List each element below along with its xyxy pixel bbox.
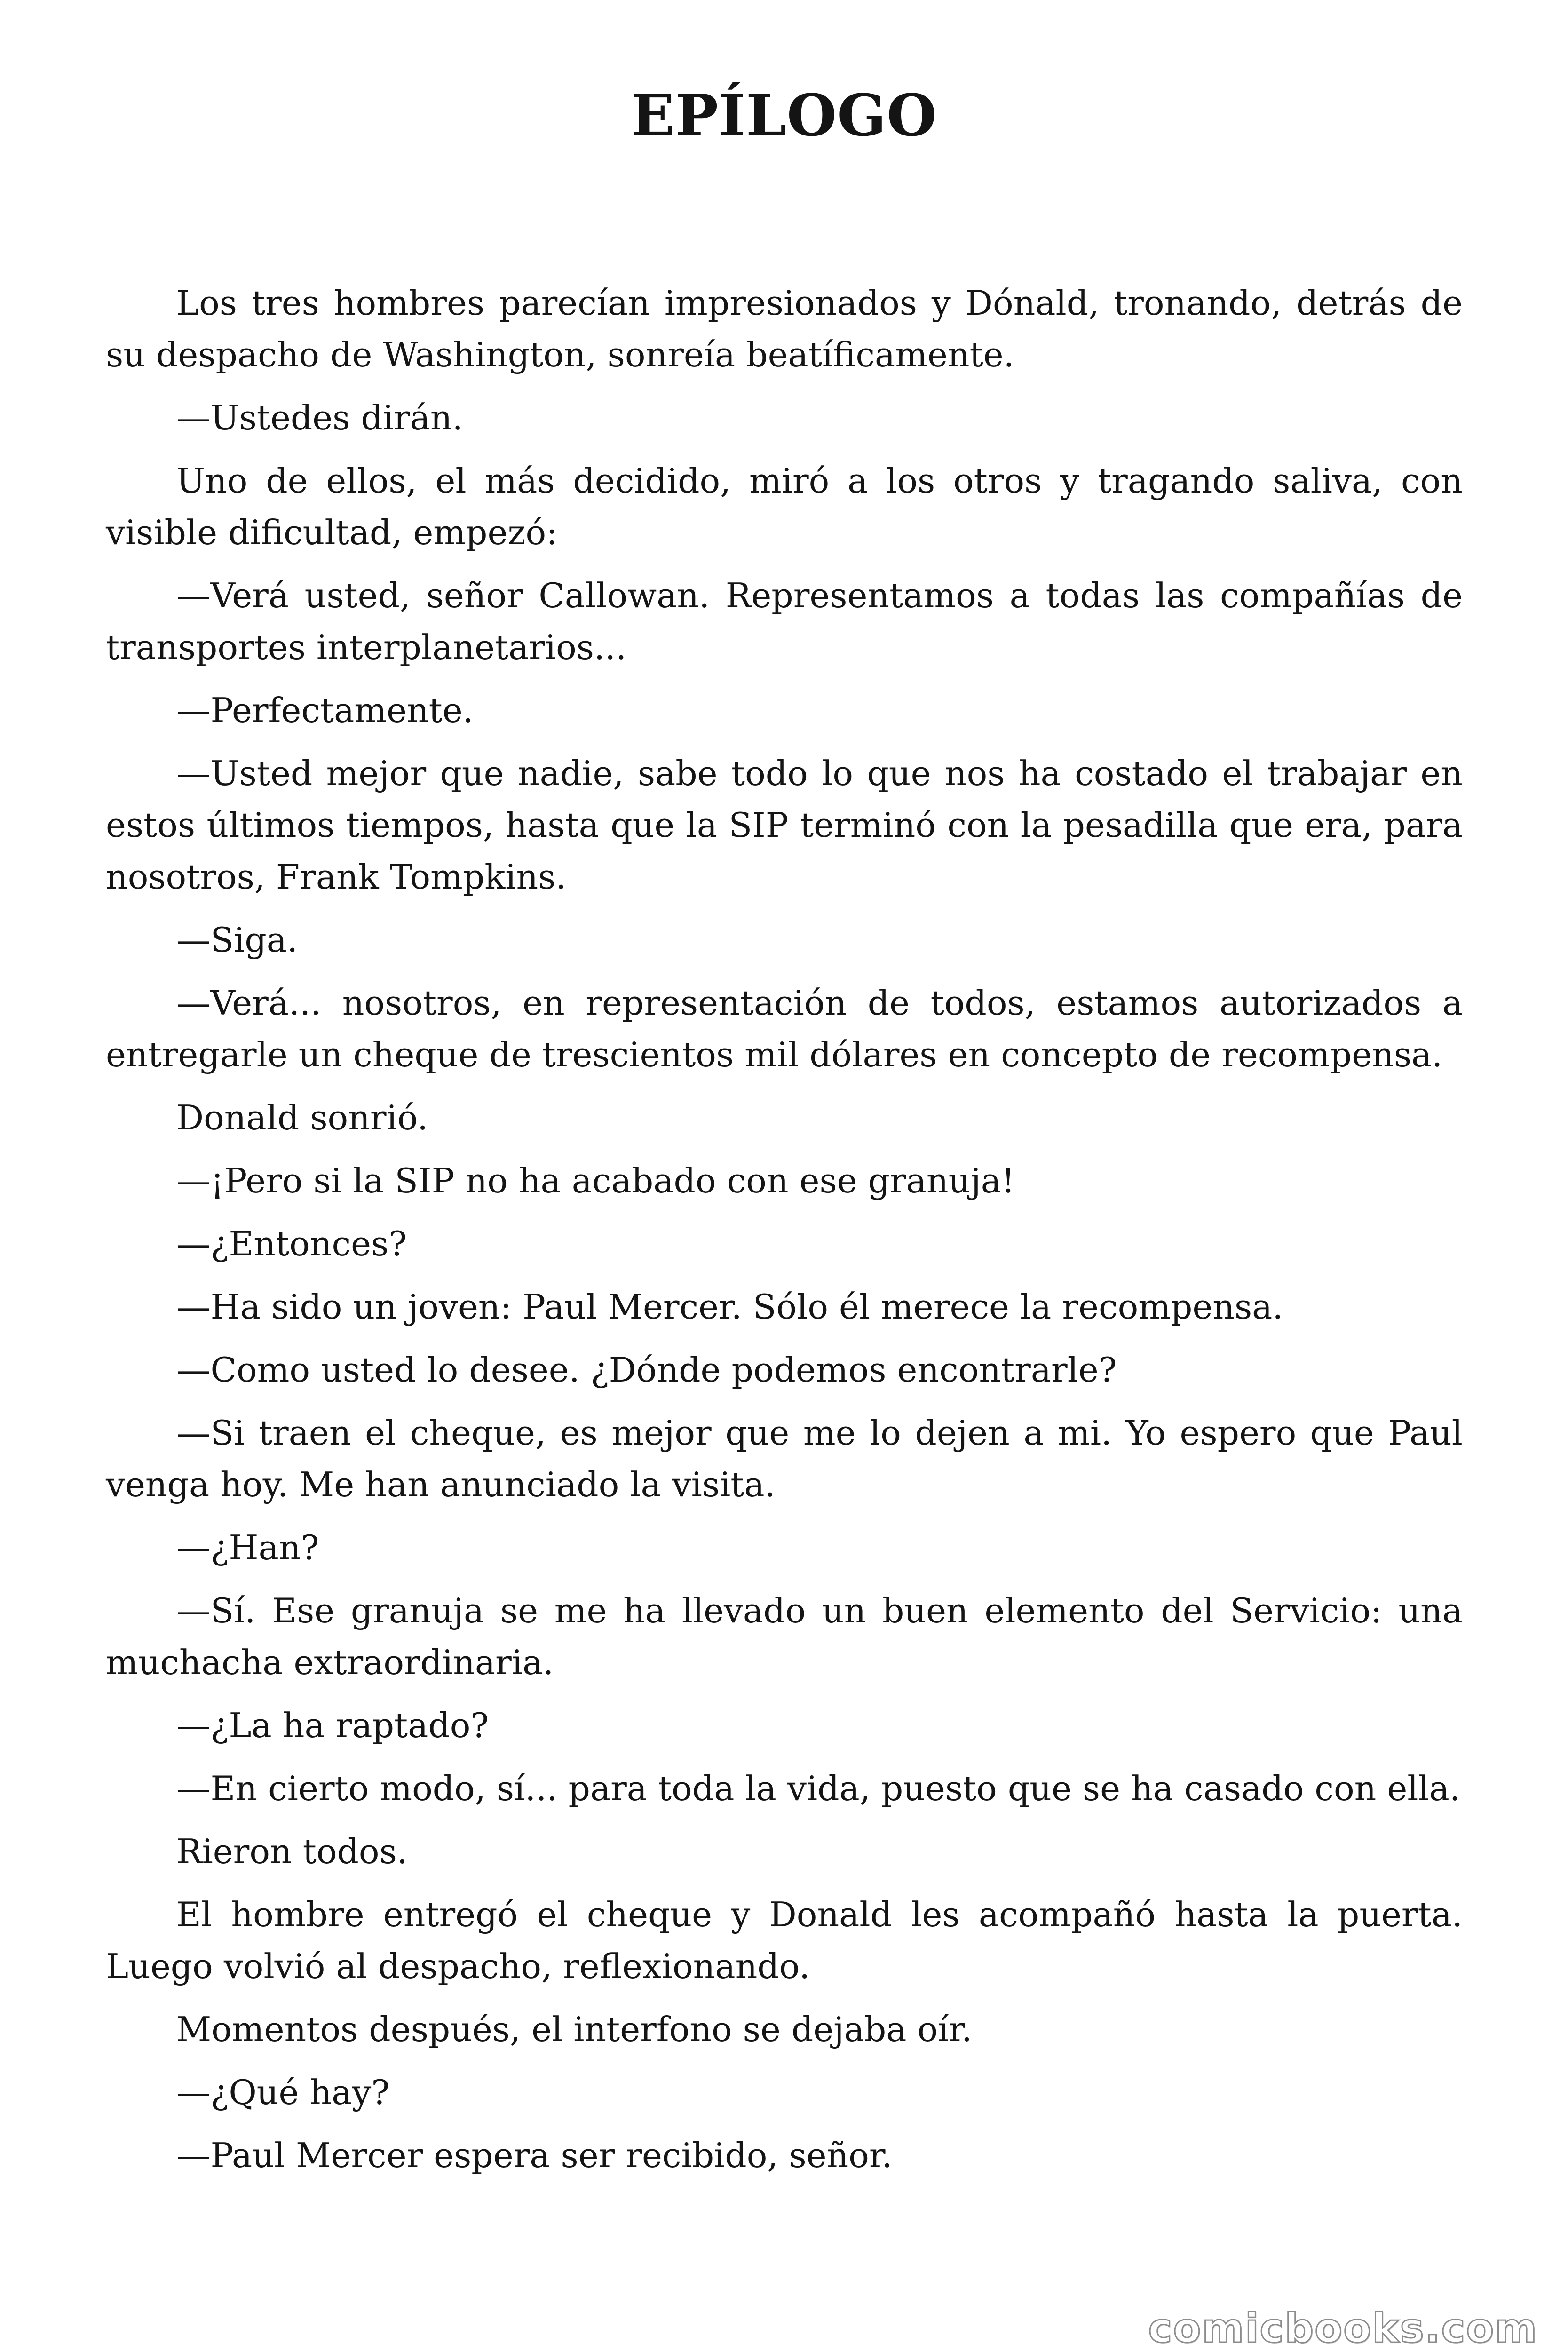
paragraph: —¿La ha raptado? [176, 1706, 489, 1746]
paragraph: Donald sonrió. [176, 1098, 428, 1138]
paragraph: —¿Entonces? [176, 1224, 407, 1264]
paragraph: Uno de ellos, el más decidido, miró a los otros y tragando saliva, con visible dificultad, empezó: [106, 461, 1463, 553]
paragraph: —Siga. [176, 921, 298, 960]
chapter-title: EPÍLOGO [631, 81, 937, 149]
watermark: comicbooks.com [1148, 2305, 1538, 2352]
paragraph: —¡Pero si la SIP no ha acabado con ese granuja! [176, 1161, 1015, 1201]
paragraph: El hombre entregó el cheque y Donald les acompañó hasta la puerta. Luego volvió al despacho, reflexionando. [106, 1895, 1463, 1986]
paragraph: —En cierto modo, sí... para toda la vida, puesto que se ha casado con ella. [176, 1769, 1460, 1809]
paragraph: —Perfectamente. [176, 691, 474, 731]
paragraph: —Como usted lo desee. ¿Dónde podemos encontrarle? [176, 1351, 1117, 1390]
paragraph: —Verá usted, señor Callowan. Representamos a todas las compañías de transportes interplanetarios... [106, 576, 1463, 667]
paragraph: —Sí. Ese granuja se me ha llevado un buen elemento del Servicio: una muchacha extraordinaria. [106, 1591, 1463, 1683]
paragraph: —Verá... nosotros, en representación de todos, estamos autorizados a entregarle un cheque de trescientos mil dólares en concepto de recompensa. [106, 984, 1463, 1075]
paragraph: —Paul Mercer espera ser recibido, señor. [176, 2136, 893, 2176]
chapter-body [106, 278, 1463, 2193]
paragraph: Los tres hombres parecían impresionados y Dónald, tronando, detrás de su despacho de Washington, sonreía beatíficamente. [106, 284, 1463, 375]
paragraph: Rieron todos. [176, 1832, 408, 1872]
paragraph: —Ha sido un joven: Paul Mercer. Sólo él merece la recompensa. [176, 1287, 1283, 1327]
paragraph: —Usted mejor que nadie, sabe todo lo que nos ha costado el trabajar en estos últimos tiempos, hasta que la SIP terminó con la pesadilla que era, para nosotros, Frank Tompkins. [106, 754, 1463, 897]
paragraph: —Si traen el cheque, es mejor que me lo dejen a mi. Yo espero que Paul venga hoy. Me han anunciado la visita. [106, 1414, 1463, 1505]
paragraph: Momentos después, el interfono se dejaba oír. [176, 2010, 973, 2050]
paragraph: —¿Han? [176, 1528, 319, 1568]
paragraph: —Ustedes dirán. [176, 398, 463, 438]
paragraph: —¿Qué hay? [176, 2073, 390, 2113]
